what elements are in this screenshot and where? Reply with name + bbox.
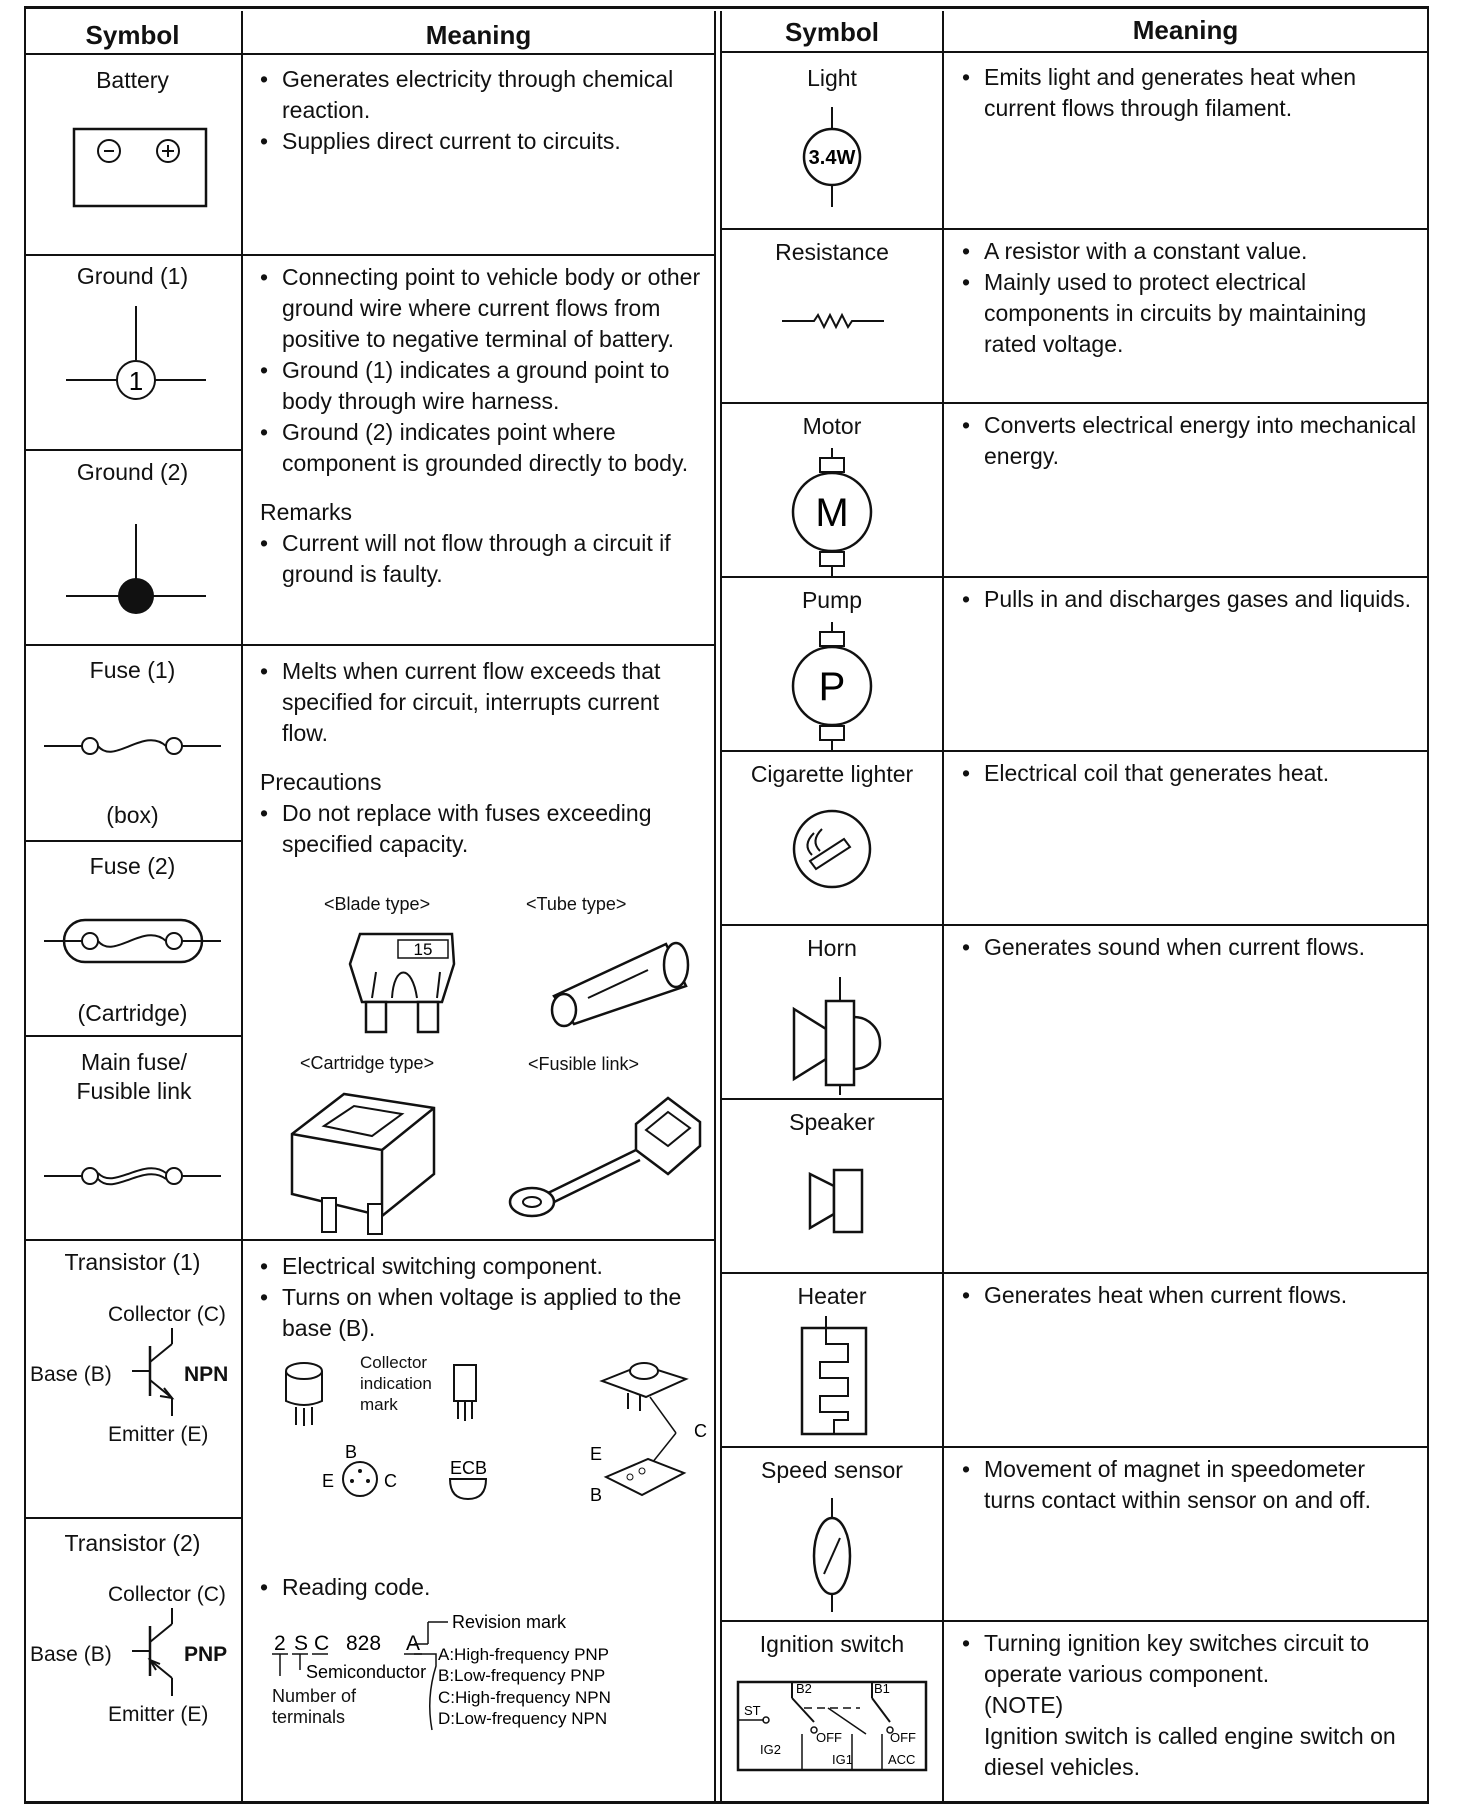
list-item: • Converts electrical energy into mechanical energy. (962, 410, 1422, 472)
switch-ig2: IG2 (760, 1742, 781, 1757)
list-item: • Do not replace with fuses exceeding specified capacity. (260, 798, 710, 860)
light-rating: 3.4W (808, 147, 856, 169)
collector-indication-mark: Collector indication mark (360, 1353, 432, 1414)
code-number: 828 (346, 1632, 382, 1655)
speaker-label: Speaker (789, 1109, 875, 1135)
pin-c-label-1: C (384, 1471, 397, 1491)
speaker-symbol (722, 1156, 942, 1246)
cartridge-type-caption: <Cartridge type> (300, 1053, 435, 1073)
list-item: • Melts when current flow exceeds that specified for circuit, interrupts current flow. (260, 656, 710, 749)
transistor-meaning (260, 1251, 710, 1344)
pump-symbol (722, 620, 942, 750)
emitter-label-1: Emitter (E) (108, 1423, 209, 1446)
list-item: • Current will not flow through a circuit if ground is faulty. (260, 528, 712, 590)
ground-2-symbol (24, 516, 241, 636)
speed-sensor-meaning (962, 1454, 1422, 1516)
pin-ecb-label: ECB (450, 1458, 488, 1478)
switch-b2: B2 (796, 1681, 812, 1696)
fusible-link-symbol (24, 1151, 241, 1201)
battery-label: Battery (96, 67, 169, 93)
fusible-link-icon (496, 1084, 706, 1234)
list-item: • Connecting point to vehicle body or other ground wire where current flows from positive to negative terminal of battery. (260, 262, 712, 355)
terminals-label: Number of terminals (272, 1686, 357, 1727)
motor-symbol (722, 446, 942, 576)
list-item: • Electrical coil that generates heat. (962, 758, 1422, 789)
horn-symbol (722, 971, 942, 1096)
motor-meaning (962, 410, 1422, 472)
ignition-note-text: Ignition switch is called engine switch on diesel vehicles. (984, 1723, 1396, 1780)
list-item: • Supplies direct current to circuits. (260, 126, 710, 157)
list-item: • Turns on when voltage is applied to the base (B). (260, 1282, 710, 1344)
fuse-1-symbol (24, 721, 241, 771)
base-label-2: Base (B) (30, 1643, 112, 1666)
transistor-packages (264, 1351, 707, 1521)
motor-label: Motor (802, 413, 862, 439)
fuse-1-label: Fuse (1) (89, 657, 176, 683)
resistance-meaning (962, 236, 1422, 360)
header-meaning-right: Meaning (1132, 15, 1239, 45)
ignition-meaning (962, 1628, 1422, 1783)
collector-label-2: Collector (C) (108, 1583, 226, 1606)
heater-meaning (962, 1280, 1422, 1311)
precautions-title: Precautions (260, 769, 382, 795)
ignition-switch-symbol (726, 1668, 940, 1778)
blade-fuse-icon (342, 924, 492, 1044)
list-item: • Turning ignition key switches circuit to operate various component. (962, 1628, 1422, 1690)
pump-letter: P (818, 665, 846, 709)
switch-off-2: OFF (890, 1730, 916, 1745)
pump-label: Pump (801, 587, 863, 613)
ground-meaning (260, 262, 712, 590)
blade-rating: 15 (413, 940, 433, 959)
tube-fuse-icon (536, 924, 716, 1034)
motor-letter: M (815, 491, 849, 535)
code-rev: A (406, 1632, 421, 1655)
reading-code-diagram (270, 1612, 710, 1748)
list-item: • Generates heat when current flows. (962, 1280, 1422, 1311)
code-option-c: C:High-frequency NPN (438, 1688, 611, 1707)
cigarette-lighter-symbol (722, 801, 942, 901)
code-option-b: B:Low-frequency PNP (438, 1666, 606, 1685)
pnp-label: PNP (184, 1643, 228, 1666)
switch-st: ST (744, 1703, 761, 1718)
npn-label: NPN (184, 1363, 229, 1386)
ground-number: 1 (128, 366, 144, 396)
pin-b-label-1: B (345, 1442, 358, 1462)
battery-meaning (260, 64, 710, 157)
code-prefix: 2 (274, 1632, 286, 1655)
horn-label: Horn (807, 935, 857, 961)
list-item: • Mainly used to protect electrical components in circuits by maintaining rated voltage. (962, 267, 1422, 360)
switch-acc: ACC (888, 1752, 916, 1767)
code-s: S (294, 1632, 309, 1655)
light-label: Light (807, 65, 857, 91)
pump-meaning (962, 584, 1422, 615)
transistor-1-label: Transistor (1) (64, 1249, 201, 1275)
base-label-1: Base (B) (30, 1363, 112, 1386)
resistance-symbol (722, 306, 942, 336)
revision-mark: Revision mark (452, 1612, 567, 1632)
heater-label: Heater (797, 1283, 867, 1309)
code-option-d: D:Low-frequency NPN (438, 1709, 608, 1728)
pnp-transistor-symbol (24, 1596, 241, 1706)
list-item: • Emits light and generates heat when current flows through filament. (962, 62, 1422, 124)
speed-sensor-symbol (722, 1494, 942, 1614)
switch-off-1: OFF (816, 1730, 842, 1745)
ground-2-label: Ground (2) (76, 459, 189, 485)
list-item: • Movement of magnet in speedometer turns contact within sensor on and off. (962, 1454, 1422, 1516)
remarks-title: Remarks (260, 499, 353, 525)
fuse-2-label: Fuse (2) (89, 853, 176, 879)
tube-type-caption: <Tube type> (526, 894, 627, 914)
ignition-note: (NOTE) (984, 1692, 1064, 1718)
list-item: • Electrical switching component. (260, 1251, 710, 1282)
list-item: • Ground (1) indicates a ground point to body through wire harness. (260, 355, 712, 417)
lighter-meaning (962, 758, 1422, 789)
semiconductor-label: Semiconductor (306, 1662, 427, 1682)
switch-b1: B1 (874, 1681, 890, 1696)
switch-ig1: IG1 (832, 1752, 853, 1767)
list-item: • A resistor with a constant value. (962, 236, 1422, 267)
reading-code (260, 1572, 710, 1603)
speed-sensor-label: Speed sensor (761, 1457, 903, 1483)
collector-label-1: Collector (C) (108, 1303, 226, 1326)
code-c: C (314, 1632, 330, 1655)
symbol-table (24, 6, 1429, 1804)
fuse-box-label: (box) (106, 802, 159, 828)
emitter-label-2: Emitter (E) (108, 1703, 209, 1726)
fuse-2-symbol (24, 911, 241, 971)
npn-transistor-symbol (24, 1316, 241, 1426)
light-symbol (722, 101, 942, 221)
header-meaning-left: Meaning (425, 20, 532, 50)
battery-symbol (24, 106, 241, 246)
list-item: • Reading code. (260, 1572, 710, 1603)
ignition-label: Ignition switch (759, 1631, 905, 1657)
light-meaning (962, 62, 1422, 124)
pin-e-label-3: E (590, 1444, 603, 1464)
fuse-cartridge-label: (Cartridge) (77, 1000, 188, 1026)
cartridge-fuse-icon (284, 1084, 444, 1234)
code-option-a: A:High-frequency PNP (438, 1645, 610, 1664)
header-symbol-right: Symbol (785, 17, 879, 47)
fuse-meaning (260, 656, 710, 860)
heater-symbol (722, 1314, 942, 1444)
main-fuse-label: Main fuse/ Fusible link (76, 1049, 192, 1104)
pin-c-label: C (694, 1421, 707, 1441)
resistance-label: Resistance (775, 239, 889, 265)
list-item: • Generates sound when current flows. (962, 932, 1422, 963)
lighter-label: Cigarette lighter (750, 761, 914, 787)
pin-e-label-1: E (322, 1471, 335, 1491)
blade-type-caption: <Blade type> (324, 894, 431, 914)
fusible-link-caption: <Fusible link> (528, 1054, 640, 1074)
list-item: • Generates electricity through chemical reaction. (260, 64, 710, 126)
header-symbol-left: Symbol (85, 20, 180, 50)
transistor-2-label: Transistor (2) (64, 1530, 201, 1556)
list-item: • Pulls in and discharges gases and liquids. (962, 584, 1422, 615)
horn-meaning (962, 932, 1422, 963)
list-item: • Ground (2) indicates point where component is grounded directly to body. (260, 417, 712, 479)
ground-1-label: Ground (1) (76, 263, 189, 289)
ground-1-symbol (24, 296, 241, 446)
pin-b-label-3: B (590, 1485, 603, 1505)
